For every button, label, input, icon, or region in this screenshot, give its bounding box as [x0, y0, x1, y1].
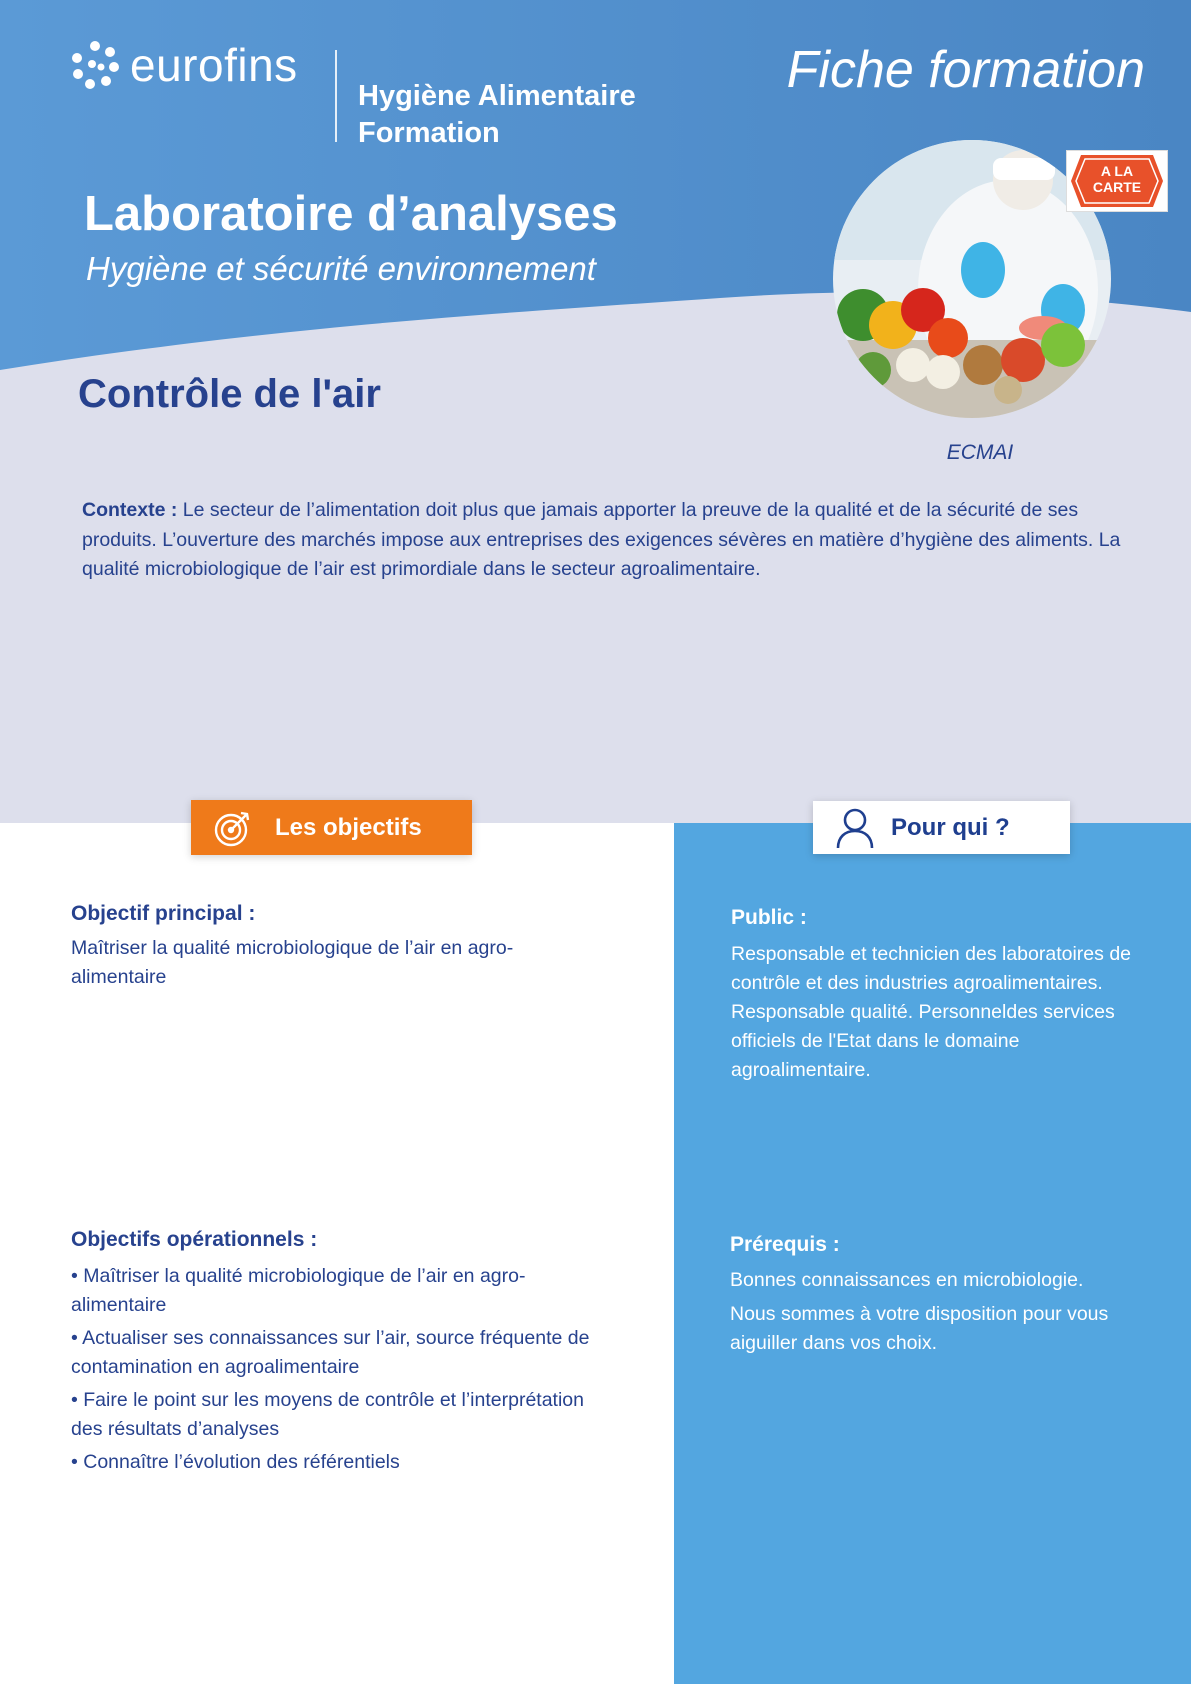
context-text: Le secteur de l’alimentation doit plus que jamais apporter la preuve de la qualité et de la sécurité de ses produits. L’ouverture des marchés impose aux entreprises des exigences sévères en matière d’hygiène des aliments. La qualité microbiologique de l’air est primordiale dans le secteur agroalimentaire. [82, 499, 1121, 580]
eurofins-dots-icon [70, 40, 120, 90]
eurofins-logo [70, 40, 298, 90]
course-title: Contrôle de l'air [78, 372, 381, 416]
brand-subtitle-line2: Formation [358, 117, 500, 149]
objectif-principal-heading: Objectif principal : [71, 902, 256, 925]
a-la-carte-badge [1066, 150, 1168, 212]
prerequis-heading: Prérequis : [730, 1233, 840, 1256]
list-item: • Connaître l’évolution des référentiels [71, 1451, 400, 1473]
prerequis-text: Bonnes connaissances en microbiologie. [730, 1269, 1084, 1291]
tab-pour-qui-label: Pour qui ? [891, 813, 1010, 841]
prerequis-contact-text: Nous sommes à votre disposition pour vous aiguiller dans vos choix. [730, 1303, 1109, 1354]
target-icon [213, 808, 253, 848]
brand-name: eurofins [130, 39, 298, 91]
context-label: Contexte : [82, 499, 178, 521]
badge-line2: CARTE [1092, 179, 1142, 195]
objectifs-operationnels-heading: Objectifs opérationnels : [71, 1228, 318, 1251]
public-heading: Public : [731, 906, 807, 929]
public-text: Responsable et technicien des laboratoires de contrôle et des industries agroalimentaires. Responsable qualité. Personneldes services officiels de l'Etat dans le domaine agroalimentaire. [731, 943, 1132, 1081]
tab-objectifs [191, 800, 472, 855]
tab-objectifs-label: Les objectifs [275, 813, 422, 841]
context-paragraph [82, 496, 1122, 585]
badge-text [1067, 163, 1167, 195]
list-item: • Actualiser ses connaissances sur l’air, source fréquente de contamination en agroalimentaire [71, 1327, 590, 1378]
document-type: Fiche formation [786, 41, 1145, 99]
logo-divider [335, 50, 337, 142]
badge-line1: A LA [1100, 163, 1134, 179]
objectifs-operationnels-list [71, 1262, 601, 1481]
objectif-principal-text: Maîtriser la qualité microbiologique de l’air en agro-alimentaire [71, 937, 514, 988]
tab-pour-qui [813, 801, 1070, 854]
list-item: • Maîtriser la qualité microbiologique de l’air en agro-alimentaire [71, 1265, 526, 1316]
brand-subtitle [358, 78, 636, 152]
lab-title: Laboratoire d’analyses [84, 187, 618, 241]
course-code: ECMAI [946, 441, 1014, 464]
list-item: • Faire le point sur les moyens de contrôle et l’interprétation des résultats d’analyses [71, 1389, 584, 1440]
person-icon [835, 807, 875, 849]
brand-subtitle-line1: Hygiène Alimentaire [358, 80, 636, 112]
lab-subtitle: Hygiène et sécurité environnement [86, 250, 596, 287]
